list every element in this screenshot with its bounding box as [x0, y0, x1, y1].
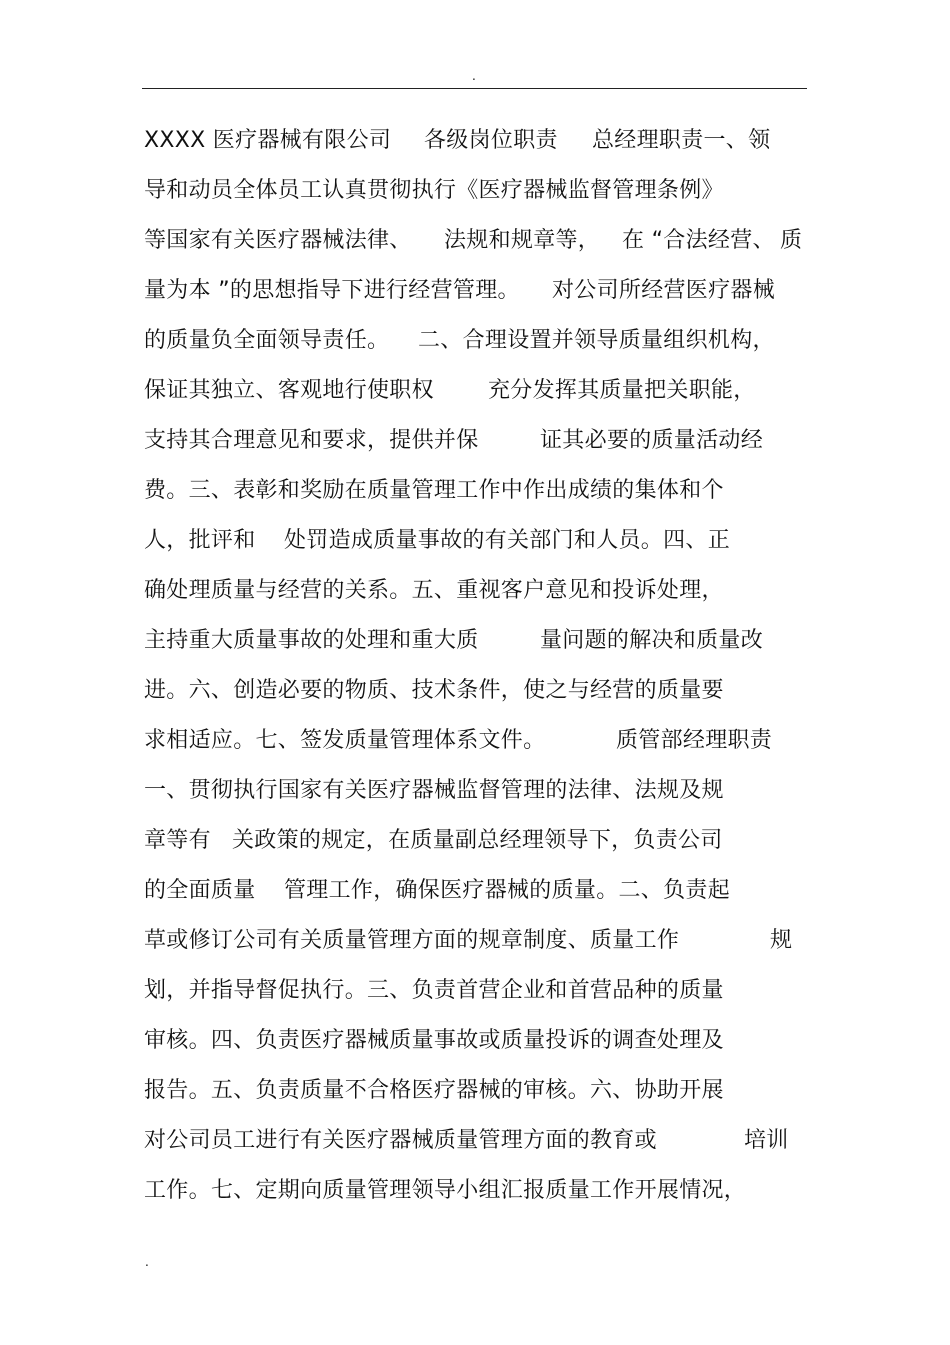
- text-segment: 质: [780, 228, 803, 253]
- text-segment: 充分发挥其质量把关职能，: [488, 378, 756, 403]
- text-segment: 报告。五、负责质量不合格医疗器械的审核。六、协助开展: [144, 1078, 724, 1103]
- text-segment: 质管部经理职责: [616, 728, 773, 753]
- text-line: [144, 1026, 724, 1056]
- text-segment: 人，批评和: [144, 528, 256, 553]
- text-segment: 量问题的解决和质量改: [540, 628, 764, 653]
- text-segment: 草或修订公司有关质量管理方面的规章制度、质量工作: [144, 928, 680, 953]
- text-line: [144, 726, 773, 756]
- text-segment: 保证其独立、客观地行使职权: [144, 378, 434, 403]
- text-segment: 章等有: [144, 828, 211, 853]
- text-line: [144, 1076, 724, 1106]
- text-segment: 关政策的规定，在质量副总经理领导下，负责公司: [232, 828, 723, 853]
- text-segment: 量为本 ”的思想指导下进行经营管理。: [144, 278, 520, 303]
- text-segment: 法规和规章等，: [444, 228, 601, 253]
- text-segment: 支持其合理意见和要求，提供并保: [144, 428, 479, 453]
- text-segment: 求相适应。七、签发质量管理体系文件。: [144, 728, 546, 753]
- text-line: [144, 376, 756, 406]
- text-line: [144, 126, 771, 156]
- text-segment: 费。三、表彰和奖励在质量管理工作中作出成绩的集体和个: [144, 478, 724, 503]
- text-segment: 各级岗位职责: [424, 128, 558, 153]
- text-segment: 对公司员工进行有关医疗器械质量管理方面的教育或: [144, 1128, 657, 1153]
- text-line: [144, 1126, 789, 1156]
- text-line: [144, 1176, 747, 1206]
- text-segment: 的质量负全面领导责任。: [144, 328, 390, 353]
- text-segment: 二、合理设置并领导质量组织机构，: [418, 328, 775, 353]
- text-line: [144, 776, 724, 806]
- text-segment: 对公司所经营医疗器械: [552, 278, 776, 303]
- header-mark: .: [472, 69, 476, 83]
- text-segment: 审核。四、负责医疗器械质量事故或质量投诉的调查处理及: [144, 1028, 724, 1053]
- text-line: [144, 876, 731, 906]
- text-segment: 导和动员全体员工认真贯彻执行《医疗器械监督管理条例》: [144, 178, 724, 203]
- text-segment: 证其必要的质量活动经: [540, 428, 764, 453]
- text-line: [144, 976, 724, 1006]
- text-segment: 总经理职责一、领: [592, 128, 771, 153]
- text-line: [144, 826, 723, 856]
- text-line: [144, 926, 793, 956]
- text-line: [144, 426, 764, 456]
- text-segment: XXXX 医疗器械有限公司: [144, 128, 392, 153]
- text-segment: 进。六、创造必要的物质、技术条件，使之与经营的质量要: [144, 678, 724, 703]
- text-line: [144, 526, 731, 556]
- text-segment: 在 “合法经营、: [622, 228, 775, 253]
- text-line: [144, 326, 775, 356]
- text-line: [144, 476, 724, 506]
- text-line: [144, 226, 803, 256]
- text-segment: 一、贯彻执行国家有关医疗器械监督管理的法律、法规及规: [144, 778, 724, 803]
- text-segment: 的全面质量: [144, 878, 256, 903]
- text-line: [144, 176, 724, 206]
- text-segment: 培训: [744, 1128, 789, 1153]
- text-segment: 等国家有关医疗器械法律、: [144, 228, 412, 253]
- text-segment: 规: [770, 928, 793, 953]
- text-line: [144, 676, 724, 706]
- text-segment: 划，并指导督促执行。三、负责首营企业和首营品种的质量: [144, 978, 724, 1003]
- footer-mark: .: [145, 1255, 149, 1269]
- text-segment: 确处理质量与经营的关系。五、重视客户意见和投诉处理，: [144, 578, 724, 603]
- text-segment: 主持重大质量事故的处理和重大质: [144, 628, 479, 653]
- text-line: [144, 626, 764, 656]
- text-segment: 管理工作，确保医疗器械的质量。二、负责起: [284, 878, 731, 903]
- text-line: [144, 276, 776, 306]
- text-line: [144, 576, 724, 606]
- text-segment: 工作。七、定期向质量管理领导小组汇报质量工作开展情况，: [144, 1178, 747, 1203]
- text-segment: 处罚造成质量事故的有关部门和人员。四、正: [284, 528, 731, 553]
